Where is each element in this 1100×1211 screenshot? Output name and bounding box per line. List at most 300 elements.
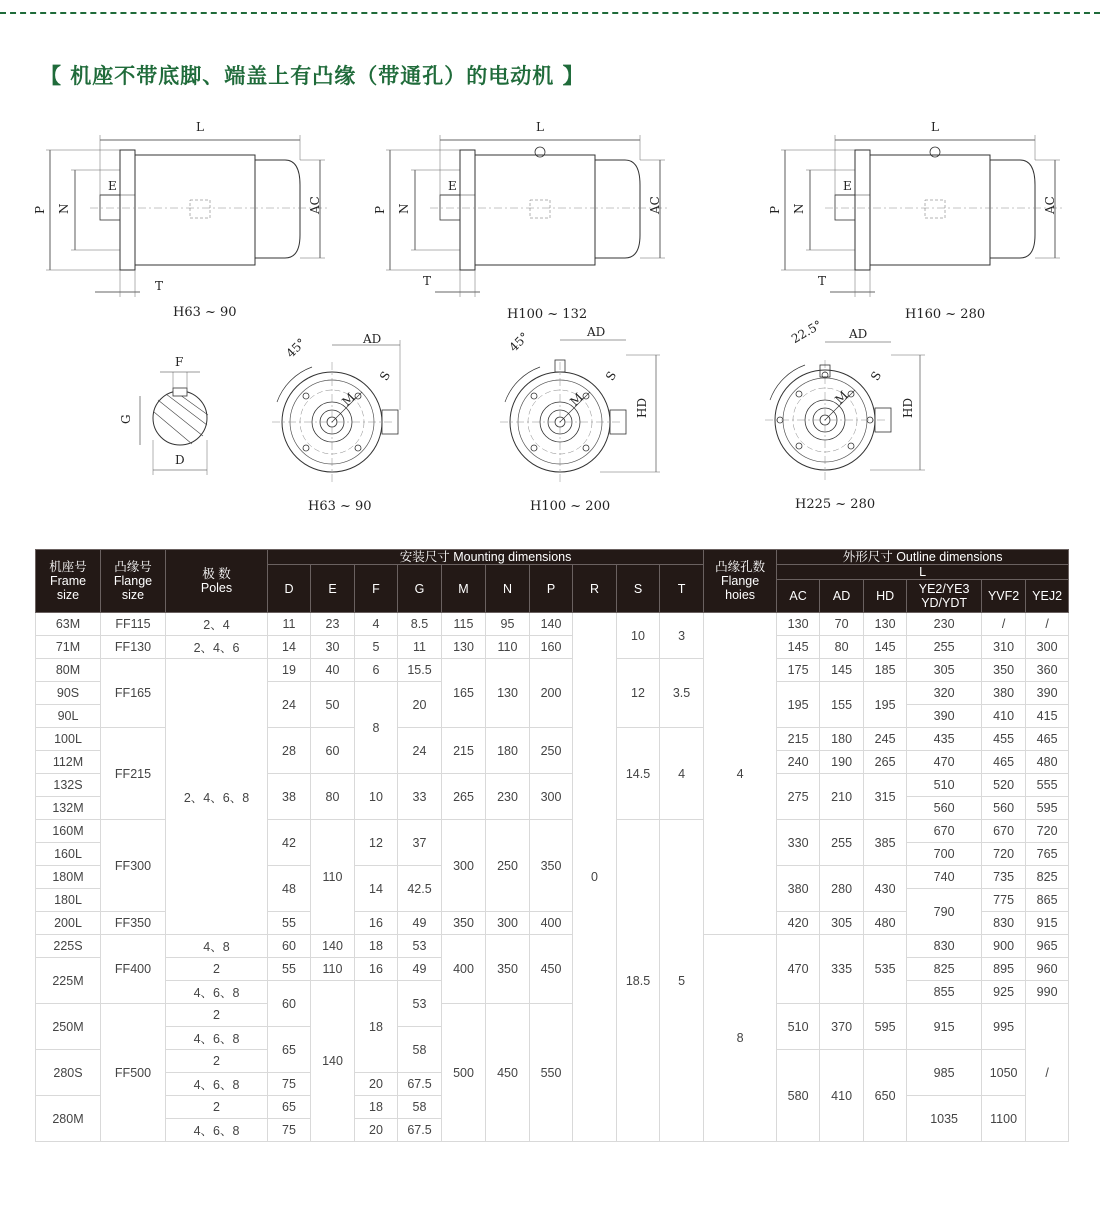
table-cell: 132M: [36, 797, 101, 820]
table-cell: 42: [268, 820, 311, 866]
table-cell: 18: [355, 981, 398, 1073]
table-cell: 53: [398, 935, 442, 958]
table-cell: 90L: [36, 705, 101, 728]
table-cell: 2: [166, 1050, 268, 1073]
svg-text:H63 ~ 90: H63 ~ 90: [308, 499, 372, 514]
svg-text:HD: HD: [901, 397, 915, 418]
header-col-yvf2: YVF2: [982, 580, 1026, 613]
table-cell: 140: [311, 981, 355, 1142]
svg-text:D: D: [175, 453, 185, 467]
svg-text:T: T: [155, 279, 164, 293]
table-cell: 130: [864, 613, 907, 636]
header-col-t: T: [660, 565, 704, 613]
table-cell: 330: [777, 820, 820, 866]
table-cell: 4、6、8: [166, 981, 268, 1004]
header-col-p: P: [530, 565, 573, 613]
table-cell: 300: [442, 820, 486, 912]
table-cell: 720: [1026, 820, 1069, 843]
table-cell: 28: [268, 728, 311, 774]
table-cell: 40: [311, 659, 355, 682]
table-cell: 8.5: [398, 613, 442, 636]
table-cell: 58: [398, 1096, 442, 1119]
table-cell: 58: [398, 1027, 442, 1073]
shaft-section-view: [119, 355, 208, 475]
table-cell: 110: [311, 958, 355, 981]
table-cell: 380: [982, 682, 1026, 705]
table-cell: 3: [660, 613, 704, 659]
table-cell: 320: [907, 682, 982, 705]
svg-text:F: F: [175, 355, 184, 369]
svg-text:H160 ~ 280: H160 ~ 280: [905, 307, 986, 322]
header-frame-size: 机座号 Frame size: [36, 550, 101, 613]
table-cell: 67.5: [398, 1119, 442, 1142]
table-cell: 215: [777, 728, 820, 751]
table-cell: 4、6、8: [166, 1027, 268, 1050]
table-cell: 670: [982, 820, 1026, 843]
header-col-ye2: YE2/YE3 YD/YDT: [907, 580, 982, 613]
table-cell: FF400: [101, 935, 166, 1004]
table-cell: 38: [268, 774, 311, 820]
table-cell: 925: [982, 981, 1026, 1004]
table-cell: 305: [907, 659, 982, 682]
table-cell: 250: [530, 728, 573, 774]
table-cell: 145: [820, 659, 864, 682]
table-cell: 670: [907, 820, 982, 843]
end-view-h100-200: [500, 325, 660, 514]
svg-text:22.5°: 22.5°: [789, 317, 825, 347]
header-poles: 极 数 Poles: [166, 550, 268, 613]
table-cell: 830: [982, 912, 1026, 935]
svg-text:P: P: [768, 205, 782, 214]
svg-text:45°: 45°: [283, 335, 309, 361]
table-cell: 650: [864, 1050, 907, 1142]
table-cell: 265: [864, 751, 907, 774]
svg-text:S: S: [376, 368, 394, 383]
svg-text:N: N: [792, 203, 806, 214]
table-cell: 110: [311, 820, 355, 935]
table-cell: 275: [777, 774, 820, 820]
table-cell: 145: [777, 636, 820, 659]
svg-text:N: N: [57, 203, 71, 214]
table-cell: 112M: [36, 751, 101, 774]
table-cell: 735: [982, 866, 1026, 889]
table-cell: 130: [777, 613, 820, 636]
svg-text:H100 ~ 200: H100 ~ 200: [530, 499, 611, 514]
table-cell: 12: [617, 659, 660, 728]
table-cell: 11: [398, 636, 442, 659]
table-cell: 200: [530, 659, 573, 728]
side-view-h160-280: [768, 120, 1065, 322]
table-cell: 12: [355, 820, 398, 866]
table-cell: 65: [268, 1027, 311, 1073]
svg-text:P: P: [373, 205, 387, 214]
table-cell: 80M: [36, 659, 101, 682]
table-cell: 300: [486, 912, 530, 935]
table-cell: 560: [982, 797, 1026, 820]
table-cell: 63M: [36, 613, 101, 636]
table-cell: 115: [442, 613, 486, 636]
table-cell: 71M: [36, 636, 101, 659]
svg-text:E: E: [448, 179, 457, 193]
table-cell: 825: [1026, 866, 1069, 889]
table-cell: 225S: [36, 935, 101, 958]
table-cell: 10: [355, 774, 398, 820]
table-cell: 895: [982, 958, 1026, 981]
table-cell: 60: [311, 728, 355, 774]
table-cell: 20: [355, 1073, 398, 1096]
table-cell: 560: [907, 797, 982, 820]
table-cell: 465: [1026, 728, 1069, 751]
table-cell: 225M: [36, 958, 101, 1004]
table-cell: 8: [355, 682, 398, 774]
table-cell: 520: [982, 774, 1026, 797]
table-cell: 140: [530, 613, 573, 636]
table-cell: 48: [268, 866, 311, 912]
table-cell: 20: [355, 1119, 398, 1142]
svg-text:S: S: [867, 368, 885, 383]
header-flange-holes: 凸缘孔数 Flange hoies: [704, 550, 777, 613]
svg-text:M: M: [832, 388, 851, 407]
svg-text:AD: AD: [363, 332, 382, 346]
table-cell: 24: [268, 682, 311, 728]
table-cell: 300: [530, 774, 573, 820]
table-cell: 535: [864, 935, 907, 1004]
table-cell: 75: [268, 1073, 311, 1096]
table-cell: 960: [1026, 958, 1069, 981]
header-col-f: F: [355, 565, 398, 613]
table-row: [36, 659, 1069, 682]
table-cell: 305: [820, 912, 864, 935]
table-cell: FF115: [101, 613, 166, 636]
table-cell: 33: [398, 774, 442, 820]
table-cell: 3.5: [660, 659, 704, 728]
table-cell: 390: [1026, 682, 1069, 705]
table-cell: 20: [398, 682, 442, 728]
table-cell: 5: [355, 636, 398, 659]
table-cell: 335: [820, 935, 864, 1004]
table-cell: 10: [617, 613, 660, 659]
header-outline-dimensions: 外形尺寸 Outline dimensions: [777, 550, 1069, 565]
end-view-h63-90: [272, 332, 400, 514]
table-cell: 280S: [36, 1050, 101, 1096]
table-cell: 480: [864, 912, 907, 935]
table-cell: 155: [820, 682, 864, 728]
table-cell: 385: [864, 820, 907, 866]
table-cell: 255: [907, 636, 982, 659]
table-cell: 300: [1026, 636, 1069, 659]
table-cell: 130: [442, 636, 486, 659]
table-cell: 16: [355, 912, 398, 935]
table-cell: 420: [777, 912, 820, 935]
table-cell: FF500: [101, 1004, 166, 1142]
table-cell: /: [982, 613, 1026, 636]
table-cell: 180: [486, 728, 530, 774]
table-cell: 825: [907, 958, 982, 981]
table-cell: 180: [820, 728, 864, 751]
table-cell: 250M: [36, 1004, 101, 1050]
end-view-h225-280: [765, 318, 925, 512]
table-cell: 185: [864, 659, 907, 682]
table-cell: 60: [268, 935, 311, 958]
table-cell: FF300: [101, 820, 166, 912]
table-cell: 90S: [36, 682, 101, 705]
table-cell: 130: [486, 659, 530, 728]
table-cell: 15.5: [398, 659, 442, 682]
table-cell: 550: [530, 1004, 573, 1142]
table-cell: 195: [864, 682, 907, 728]
table-cell: 6: [355, 659, 398, 682]
svg-text:G: G: [119, 414, 133, 424]
table-cell: 160M: [36, 820, 101, 843]
table-cell: 2: [166, 1096, 268, 1119]
table-cell: 50: [311, 682, 355, 728]
table-cell: 465: [982, 751, 1026, 774]
table-cell: 450: [486, 1004, 530, 1142]
table-cell: 110: [486, 636, 530, 659]
svg-text:45°: 45°: [506, 329, 532, 355]
table-cell: 240: [777, 751, 820, 774]
table-cell: 990: [1026, 981, 1069, 1004]
svg-text:L: L: [196, 120, 204, 134]
table-cell: 1035: [907, 1096, 982, 1142]
table-cell: 24: [398, 728, 442, 774]
table-cell: 195: [777, 682, 820, 728]
table-cell: 510: [777, 1004, 820, 1050]
svg-text:P: P: [33, 205, 47, 214]
table-body: [36, 613, 1069, 1142]
table-cell: 370: [820, 1004, 864, 1050]
table-cell: 765: [1026, 843, 1069, 866]
table-cell: 4、8: [166, 935, 268, 958]
header-flange-size: 凸缘号 Flange size: [101, 550, 166, 613]
table-cell: 2: [166, 958, 268, 981]
table-cell: 4: [660, 728, 704, 820]
table-cell: 14: [355, 866, 398, 912]
table-cell: 555: [1026, 774, 1069, 797]
header-col-yej2: YEJ2: [1026, 580, 1069, 613]
table-row: [36, 935, 1069, 958]
table-cell: 580: [777, 1050, 820, 1142]
table-row: [36, 636, 1069, 659]
header-mounting-dimensions: 安装尺寸 Mounting dimensions: [268, 550, 704, 565]
header-col-r: R: [573, 565, 617, 613]
svg-text:AC: AC: [1043, 196, 1057, 214]
table-cell: 75: [268, 1119, 311, 1142]
svg-text:AC: AC: [308, 196, 322, 214]
technical-drawings: [0, 0, 1100, 530]
table-cell: 14.5: [617, 728, 660, 820]
svg-text:H225 ~ 280: H225 ~ 280: [795, 497, 876, 512]
table-cell: 30: [311, 636, 355, 659]
header-col-n: N: [486, 565, 530, 613]
svg-text:H100 ~ 132: H100 ~ 132: [507, 307, 588, 322]
svg-text:AD: AD: [849, 327, 868, 341]
table-cell: 55: [268, 912, 311, 935]
table-cell: 280: [820, 866, 864, 912]
table-cell: 200L: [36, 912, 101, 935]
table-cell: 965: [1026, 935, 1069, 958]
table-cell: 55: [268, 958, 311, 981]
table-cell: 2、4、6、8: [166, 659, 268, 935]
table-cell: 430: [864, 866, 907, 912]
table-cell: 4、6、8: [166, 1119, 268, 1142]
table-cell: 985: [907, 1050, 982, 1096]
table-cell: 255: [820, 820, 864, 866]
table-cell: 450: [530, 935, 573, 1004]
table-cell: 180L: [36, 889, 101, 912]
dimension-table: [35, 549, 1069, 1142]
header-col-ac: AC: [777, 580, 820, 613]
header-col-s: S: [617, 565, 660, 613]
table-cell: 480: [1026, 751, 1069, 774]
table-cell: 95: [486, 613, 530, 636]
table-cell: FF350: [101, 912, 166, 935]
table-cell: 995: [982, 1004, 1026, 1050]
header-col-ad: AD: [820, 580, 864, 613]
section-title: 【 机座不带底脚、端盖上有凸缘（带通孔）的电动机 】: [40, 64, 585, 88]
table-cell: 19: [268, 659, 311, 682]
table-cell: 1100: [982, 1096, 1026, 1142]
header-col-hd: HD: [864, 580, 907, 613]
table-cell: 790: [907, 889, 982, 935]
svg-text:M: M: [339, 390, 358, 409]
table-cell: 915: [907, 1004, 982, 1050]
table-row: [36, 1004, 1069, 1027]
table-cell: 595: [864, 1004, 907, 1050]
table-cell: 65: [268, 1096, 311, 1119]
table-cell: 900: [982, 935, 1026, 958]
table-cell: 14: [268, 636, 311, 659]
table-cell: 67.5: [398, 1073, 442, 1096]
table-cell: FF165: [101, 659, 166, 728]
header-col-m: M: [442, 565, 486, 613]
svg-text:AD: AD: [587, 325, 606, 339]
table-cell: 49: [398, 912, 442, 935]
svg-text:T: T: [423, 274, 432, 288]
table-cell: 865: [1026, 889, 1069, 912]
table-cell: 4、6、8: [166, 1073, 268, 1096]
table-cell: 350: [442, 912, 486, 935]
table-cell: 160: [530, 636, 573, 659]
table-cell: /: [1026, 613, 1069, 636]
table-cell: 720: [982, 843, 1026, 866]
table-cell: 280M: [36, 1096, 101, 1142]
svg-text:E: E: [843, 179, 852, 193]
table-cell: 350: [530, 820, 573, 912]
table-cell: 165: [442, 659, 486, 728]
table-cell: 180M: [36, 866, 101, 889]
table-cell: 360: [1026, 659, 1069, 682]
table-cell: 37: [398, 820, 442, 866]
table-cell: 455: [982, 728, 1026, 751]
table-cell: 132S: [36, 774, 101, 797]
table-cell: 310: [982, 636, 1026, 659]
header-col-e: E: [311, 565, 355, 613]
table-cell: 18: [355, 935, 398, 958]
table-cell: 400: [442, 935, 486, 1004]
table-cell: 2: [166, 1004, 268, 1027]
svg-text:HD: HD: [635, 397, 649, 418]
table-cell: 1050: [982, 1050, 1026, 1096]
side-view-h100-132: [373, 120, 670, 322]
svg-text:AC: AC: [648, 196, 662, 214]
svg-text:N: N: [397, 203, 411, 214]
table-cell: 470: [777, 935, 820, 1004]
table-cell: 500: [442, 1004, 486, 1142]
table-cell: 140: [311, 935, 355, 958]
table-cell: 435: [907, 728, 982, 751]
table-cell: 0: [573, 613, 617, 1142]
table-cell: 315: [864, 774, 907, 820]
table-cell: 60: [268, 981, 311, 1027]
table-cell: 18.5: [617, 820, 660, 1142]
table-cell: 49: [398, 958, 442, 981]
table-cell: 23: [311, 613, 355, 636]
svg-text:H63 ~ 90: H63 ~ 90: [173, 305, 237, 320]
table-cell: 5: [660, 820, 704, 1142]
table-cell: 245: [864, 728, 907, 751]
table-cell: 380: [777, 866, 820, 912]
table-cell: 42.5: [398, 866, 442, 912]
table-cell: 740: [907, 866, 982, 889]
header-col-g: G: [398, 565, 442, 613]
svg-text:S: S: [602, 368, 620, 383]
table-cell: 80: [311, 774, 355, 820]
table-cell: 775: [982, 889, 1026, 912]
table-cell: FF130: [101, 636, 166, 659]
table-cell: 400: [530, 912, 573, 935]
table-cell: 175: [777, 659, 820, 682]
table-cell: 2、4: [166, 613, 268, 636]
table-cell: 53: [398, 981, 442, 1027]
header-col-d: D: [268, 565, 311, 613]
table-cell: 350: [486, 935, 530, 1004]
table-cell: 410: [820, 1050, 864, 1142]
table-cell: 510: [907, 774, 982, 797]
table-cell: 4: [704, 613, 777, 935]
table-cell: 11: [268, 613, 311, 636]
table-cell: 350: [982, 659, 1026, 682]
table-cell: 855: [907, 981, 982, 1004]
table-cell: FF215: [101, 728, 166, 820]
table-cell: 230: [907, 613, 982, 636]
table-cell: 915: [1026, 912, 1069, 935]
header-l: L: [777, 565, 1069, 580]
table-cell: 190: [820, 751, 864, 774]
table-cell: 265: [442, 774, 486, 820]
table-cell: 470: [907, 751, 982, 774]
table-cell: 8: [704, 935, 777, 1142]
table-cell: 4: [355, 613, 398, 636]
table-cell: 210: [820, 774, 864, 820]
table-cell: 100L: [36, 728, 101, 751]
table-cell: /: [1026, 1004, 1069, 1142]
svg-text:M: M: [567, 390, 586, 409]
svg-text:E: E: [108, 179, 117, 193]
table-cell: 410: [982, 705, 1026, 728]
svg-text:L: L: [931, 120, 939, 134]
table-cell: 700: [907, 843, 982, 866]
table-cell: 160L: [36, 843, 101, 866]
table-cell: 145: [864, 636, 907, 659]
table-cell: 70: [820, 613, 864, 636]
table-cell: 18: [355, 1096, 398, 1119]
table-cell: 2、4、6: [166, 636, 268, 659]
table-cell: 16: [355, 958, 398, 981]
table-cell: 595: [1026, 797, 1069, 820]
svg-text:T: T: [818, 274, 827, 288]
table-cell: 80: [820, 636, 864, 659]
